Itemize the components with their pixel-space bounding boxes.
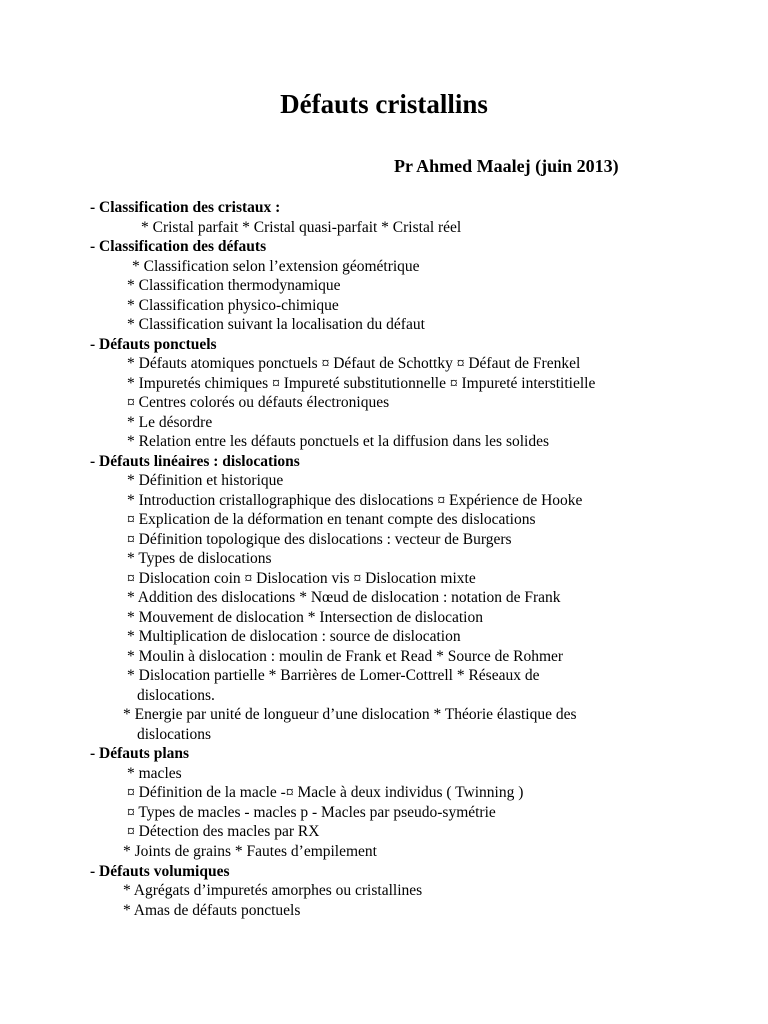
list-item: * Energie par unité de longueur d’une dislocation * Théorie élastique des — [123, 706, 577, 723]
list-item: * Relation entre les défauts ponctuels et la diffusion dans les solides — [127, 433, 549, 450]
list-item: * Agrégats d’impuretés amorphes ou cristallines — [123, 882, 423, 899]
list-item-continuation: dislocations. — [137, 687, 215, 704]
list-item: * Définition et historique — [127, 472, 284, 489]
author-line: Pr Ahmed Maalej (juin 2013) — [394, 156, 619, 176]
section-heading: - Classification des cristaux : — [90, 199, 281, 216]
document-title: Défauts cristallins — [280, 89, 488, 119]
section-heading: - Défauts linéaires : dislocations — [90, 453, 300, 470]
list-item: * Classification physico-chimique — [127, 297, 339, 314]
section-heading: - Défauts plans — [90, 745, 190, 762]
list-item: * Dislocation partielle * Barrières de Lomer-Cottrell * Réseaux de — [127, 667, 540, 684]
section-heading: - Défauts volumiques — [90, 863, 230, 880]
list-item: * Introduction cristallographique des dislocations ¤ Expérience de Hooke — [127, 492, 583, 509]
section-heading: - Classification des défauts — [90, 238, 267, 255]
list-item: * Défauts atomiques ponctuels ¤ Défaut de Schottky ¤ Défaut de Frenkel — [127, 355, 581, 372]
list-item: * Cristal parfait * Cristal quasi-parfait * Cristal réel — [141, 219, 462, 236]
list-item: ¤ Définition topologique des dislocations : vecteur de Burgers — [127, 531, 512, 548]
list-item: ¤ Détection des macles par RX — [127, 823, 320, 840]
list-item: * Multiplication de dislocation : source de dislocation — [127, 628, 461, 645]
list-item: ¤ Définition de la macle -¤ Macle à deux individus ( Twinning ) — [127, 784, 524, 801]
list-item-continuation: dislocations — [137, 726, 212, 743]
list-item: * Classification selon l’extension géométrique — [132, 258, 420, 275]
list-item: * Impuretés chimiques ¤ Impureté substitutionnelle ¤ Impureté interstitielle — [127, 375, 596, 392]
list-item: * Addition des dislocations * Nœud de dislocation : notation de Frank — [127, 589, 561, 606]
list-item: * Mouvement de dislocation * Intersection de dislocation — [127, 609, 483, 626]
list-item: * Moulin à dislocation : moulin de Frank et Read * Source de Rohmer — [127, 648, 564, 665]
list-item: ¤ Dislocation coin ¤ Dislocation vis ¤ Dislocation mixte — [127, 570, 476, 587]
list-item: * Classification thermodynamique — [127, 277, 341, 294]
list-item: ¤ Explication de la déformation en tenant compte des dislocations — [127, 511, 536, 528]
list-item: * Le désordre — [127, 414, 213, 431]
list-item: * Types de dislocations — [127, 550, 272, 567]
list-item: * Joints de grains * Fautes d’empilement — [123, 843, 377, 860]
list-item: ¤ Types de macles - macles p - Macles par pseudo-symétrie — [127, 804, 496, 821]
list-item: * macles — [127, 765, 182, 782]
list-item: ¤ Centres colorés ou défauts électroniques — [127, 394, 390, 411]
list-item: * Classification suivant la localisation du défaut — [127, 316, 425, 333]
list-item: * Amas de défauts ponctuels — [123, 902, 301, 919]
section-heading: - Défauts ponctuels — [90, 336, 217, 353]
